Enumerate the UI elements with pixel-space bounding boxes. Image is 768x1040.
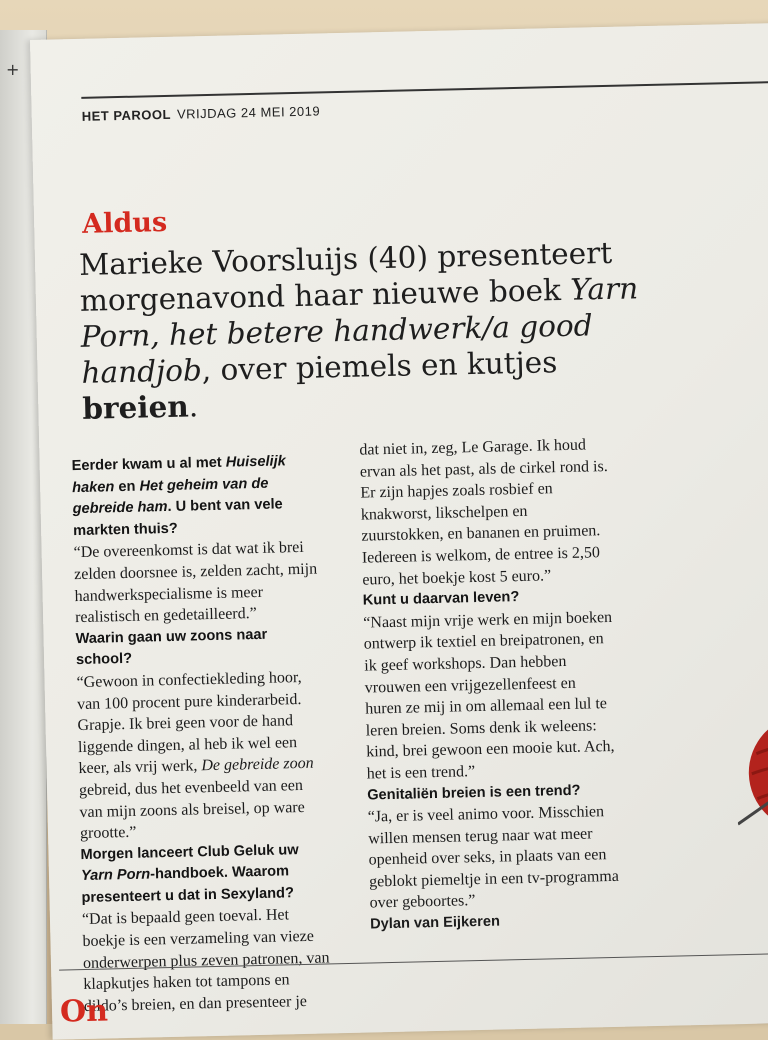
answer: dat niet in, zeg, Le Garage. Ik houd ervan als het past, als de cirkel rond is. Er zijn hapjes zoals rosbief en knakworst, likschelpen en zuurstokken, en bananen en pruimen. Iedereen is welkom, de entree is 2,50 euro, het boekje kost 5 euro.” (359, 436, 608, 589)
yarn-ball-illustration (735, 711, 768, 834)
article-kicker: Aldus (81, 206, 168, 240)
article-column-2 (359, 434, 620, 936)
issue-date: VRIJDAG 24 MEI 2019 (176, 103, 321, 122)
book-title: Yarn Porn, het betere handwerk/a good handjob (80, 271, 639, 390)
question: Waarin gaan uw zoons naar school? (75, 626, 268, 669)
answer: “De overeenkomst is dat wat ik brei zelden doorsnee is, zelden zacht, mijn handwerkspecialisme is meer realistisch en gedetailleerd.” (73, 539, 318, 627)
answer: “Ja, er is veel animo voor. Misschien willen mensen terug naar wat meer openheid over seks, in plaats van een geblokt piemeltje in een tv-programma over geboortes.” (367, 803, 620, 912)
answer-text: gebreid, dus het evenbeeld van een van mijn zoons als breisel, op ware grootte.” (78, 776, 305, 843)
question: Kunt u daarvan leven? (362, 589, 520, 609)
author-byline: Dylan van Eijkeren (369, 913, 501, 933)
question-text: . U bent van vele markten thuis? (72, 496, 283, 539)
next-article-title: On (59, 993, 109, 1030)
article-column-1 (71, 450, 334, 1017)
book-title-italic: Het geheim van de gebreide ham (72, 475, 269, 518)
article-headline (79, 234, 643, 427)
answer: “Dat is bepaald geen toeval. Het boekje is een verzameling van vieze onderwerpen plus zeven patronen, van klapkutjes haken tot tampons en dildo’s breien, en dan presenteer je (81, 906, 330, 1015)
question (80, 839, 331, 909)
question-text: Morgen lanceert Club Geluk uw (80, 841, 299, 863)
newspaper-name: HET PAROOL (81, 106, 172, 124)
question: Genitaliën breien is een trend? (367, 782, 581, 804)
headline-text-2: , over piemels en kutjes (201, 345, 558, 388)
headline-text: Marieke Voorsluijs (40) presenteert morgenavond haar nieuwe boek (78, 235, 613, 318)
book-title-italic: Huiselijk haken (71, 453, 286, 496)
newspaper-page (30, 23, 768, 1040)
book-title-italic: Yarn Porn (80, 866, 151, 885)
artwork-title: De gebreide zoon (201, 755, 314, 775)
question-text: Eerder kwam u al met (71, 454, 226, 475)
answer-text: “Gewoon in confectiekleding hoor, van 100 procent pure kinderarbeid. Grapje. Ik brei geen voor de hand liggende dingen, al heb ik wel een keer, als vrij werk, (76, 668, 302, 778)
answer: “Naast mijn vrije werk en mijn boeken ontwerp ik textiel en breipatronen, en ik geef workshops. Dan hebben vrouwen een vrijgezellenfeest en huren ze mij in om allemaal een lul te leren breien. Soms denk ik weleens: kind, brei gewoon een mooie kut. Ach, het is een trend.” (363, 608, 615, 783)
question (71, 450, 323, 542)
headline-bold-word: breien (81, 388, 190, 426)
question-text: en (114, 478, 140, 495)
folio (82, 103, 321, 123)
headline-end: . (188, 389, 199, 424)
header-rule (81, 80, 768, 99)
question-text: -handboek. Waarom presenteert u dat in Sexyland? (81, 863, 295, 906)
answer (76, 666, 330, 844)
crop-mark-icon: + (6, 60, 20, 79)
